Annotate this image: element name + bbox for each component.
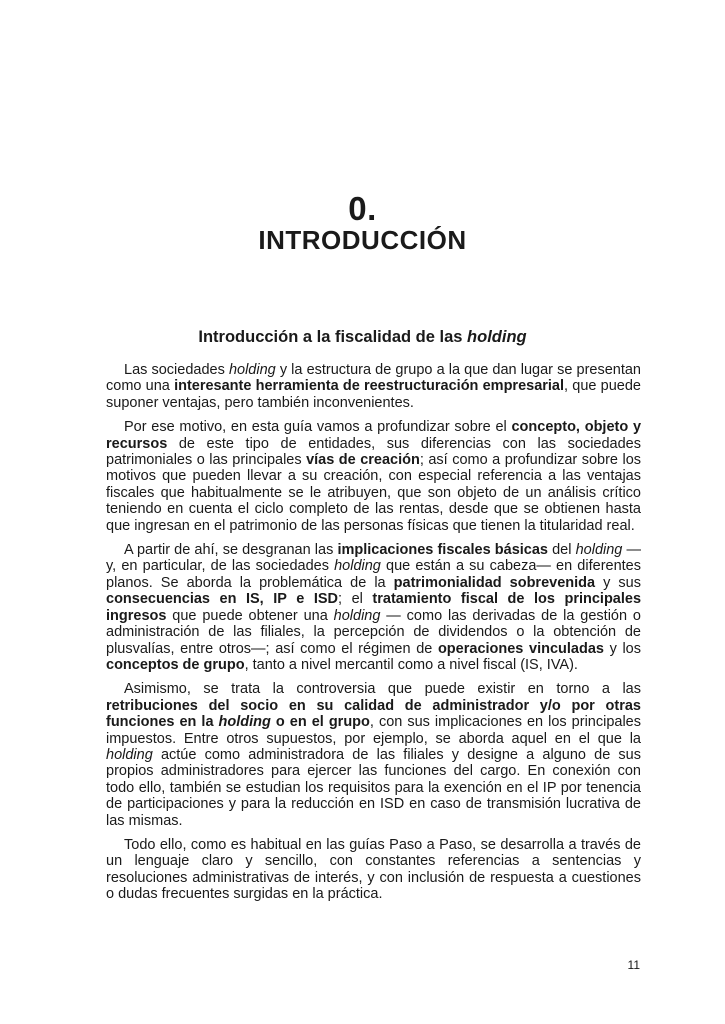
section-heading-text: Introducción a la fiscalidad de las (198, 328, 468, 346)
text-run: Asimismo, se trata la controversia que puede existir en torno a las (124, 681, 641, 698)
text-run: implicaciones fiscales básicas (337, 542, 548, 559)
text-run: conceptos de grupo (106, 656, 245, 673)
section-heading-emphasis: holding (467, 328, 527, 346)
chapter-number: 0. (348, 190, 377, 227)
text-run: y sus (595, 574, 641, 591)
paragraph (106, 419, 641, 534)
paragraph (106, 681, 641, 829)
text-run: Las sociedades (124, 362, 229, 378)
text-run: o en el grupo (270, 714, 370, 731)
text-run: A partir de ahí, se desgranan las (124, 542, 338, 559)
text-run: de este tipo de entidades, sus diferencias con las sociedades patrimoniales o las principales (106, 435, 641, 469)
text-run: y la estructura de grupo a la que dan lugar se presentan como una (106, 362, 641, 395)
text-run: ; el (338, 591, 373, 608)
text-run: ; así como a profundizar sobre los motivos que pueden llevar a su creación, con especial referencia a las ventajas fiscales que habitualmente se le atribuyen, que son objeto de un análisis crítico teniendo en cuenta el ciclo completo de las rentas, desde que se obtienen hasta que ingresan en el patrimonio de las personas físicas que tienen la titularidad real. (106, 452, 642, 534)
text-run: , que puede suponer ventajas, pero también inconvenientes. (106, 378, 641, 411)
text-run: que están a su cabeza— en diferentes planos. Se aborda la problemática de la (106, 558, 641, 591)
body-text (106, 362, 641, 911)
text-run: del (548, 542, 576, 559)
text-run: Por ese motivo, en esta guía vamos a profundizar sobre el (124, 419, 512, 436)
text-run: operaciones vinculadas (437, 640, 604, 657)
text-run: holding (334, 558, 381, 575)
text-run: concepto, objeto y recursos (106, 419, 642, 452)
text-run: —y, en particular, de las sociedades (106, 542, 641, 575)
paragraph (106, 362, 641, 411)
page-number: 11 (627, 958, 640, 972)
text-run: retribuciones del socio en su calidad de administrador y/o por otras funciones en la (106, 697, 641, 731)
section-heading (0, 328, 725, 347)
text-run: holding (333, 607, 381, 624)
text-run: holding (106, 746, 153, 763)
text-run: Todo ello, como es habitual en las guías Paso a Paso, se desarrolla a través de un lenguaje claro y sencillo, con constantes referencias a sentencias y resoluciones administrativas de interés, y con inclusión de respuesta a cuestiones o dudas frecuentes surgidas en la práctica. (106, 836, 641, 903)
text-run: holding (575, 542, 623, 559)
text-run: consecuencias en IS, IP e ISD (106, 591, 338, 608)
chapter-title: INTRODUCCIÓN (258, 225, 467, 255)
text-run: , tanto a nivel mercantil como a nivel fiscal (IS, IVA). (244, 656, 578, 673)
text-run: — como las derivadas de la gestión o administración de las filiales, la percepción de dividendos o la obtención de plusvalías, entre otros—; así como el régimen de (106, 607, 641, 657)
text-run: vías de creación (306, 452, 420, 469)
text-run: que puede obtener una (166, 607, 334, 624)
text-run: actúe como administradora de las filiales y designe a alguno de sus propios administradores para ejercer las funciones del cargo. En conexión con todo ello, también se estudian los requisitos para la exención en el IP por tenencia de participaciones y para la reducción en ISD en caso de transmisión lucrativa de las mismas. (106, 746, 641, 829)
text-run: interesante herramienta de reestructuración empresarial (174, 378, 565, 395)
text-run: , con sus implicaciones en los principales impuestos. Entre otros supuestos, por ejemplo, se aborda aquel en el que la (106, 714, 641, 747)
text-run: holding (218, 714, 271, 731)
text-run: patrimonialidad sobrevenida (393, 574, 596, 591)
text-run: holding (228, 362, 276, 378)
paragraph (106, 542, 641, 673)
paragraph (106, 837, 641, 903)
text-run: y los (603, 640, 641, 657)
text-run: tratamiento fiscal de los principales ingresos (106, 591, 642, 624)
